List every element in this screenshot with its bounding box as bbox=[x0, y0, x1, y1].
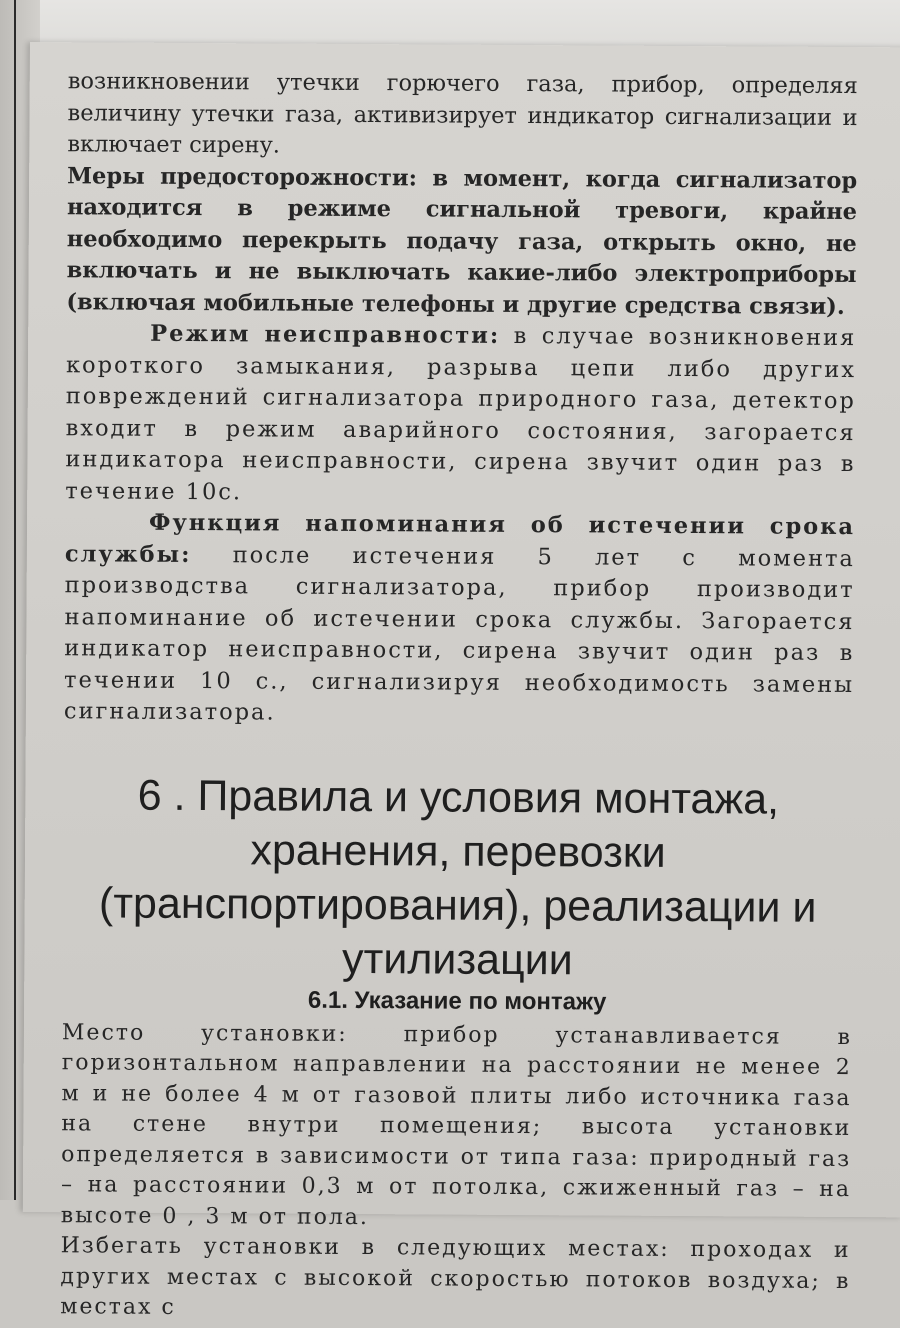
installation-instructions bbox=[60, 1018, 852, 1328]
paragraph-alarm-continuation: возникновении утечки горючего газа, прибор, определяя величину утечки газа, активизирует индикатор сигнализации и включает сирену. bbox=[67, 68, 858, 159]
document-page bbox=[23, 42, 900, 1320]
paragraph-precautions: Меры предосторожности: в момент, когда сигнализатор находится в режиме сигнальной тревоги, крайне необходимо перекрыть подачу газа, открыть окно, не включать и не выключать какие-либо электроприборы (включая мобильные телефоны и другие средства связи). bbox=[66, 162, 858, 320]
section-6-1-heading: 6.1. Указание по монтажу bbox=[307, 986, 607, 1016]
fault-mode-text: в случае возникновения короткого замыкания, разрыва цепи либо других повреждений сигнализатора природного газа, детектор входит в режим аварийного состояния, загорается индикатора неисправности, сирена звучит один раз в течение 10с. bbox=[65, 322, 857, 505]
section-6-heading: 6 . Правила и условия монтажа, хранения, перевозки (транспортирования), реализации и утилизации bbox=[98, 771, 817, 984]
paragraph-service-life-reminder bbox=[64, 507, 855, 732]
binding-edge-line bbox=[14, 0, 16, 1200]
paragraph-installation-place: Место установки: прибор устанавливается в горизонтальном направлении на расстоянии не менее 2 м и не более 4 м от газовой плиты либо источника газа на стене внутри помещения; высота установки определяется в зависимости от типа газа: природный газ – на расстоянии 0,3 м от потолка, сжиженный газ – на высоте 0 , 3 м от пола. bbox=[60, 1019, 853, 1230]
page-content bbox=[60, 66, 858, 1327]
fault-mode-label: Режим неисправности: bbox=[150, 320, 501, 349]
service-life-text: после истечения 5 лет с момента производства сигнализатора, прибор производит напоминание об истечении срока службы. Загорается индикатор неисправности, сирена звучит один раз в течении 10 с., сигнализируя необходимость замены сигнализатора. bbox=[63, 541, 855, 726]
paragraph-avoid-places: Избегать установки в следующих местах: проходах и других местах с высокой скоростью потоков воздуха; в местах с bbox=[60, 1233, 851, 1320]
paragraph-fault-mode bbox=[65, 318, 856, 512]
service-life-label: Функция напоминания об истечении срока службы: bbox=[64, 509, 856, 568]
